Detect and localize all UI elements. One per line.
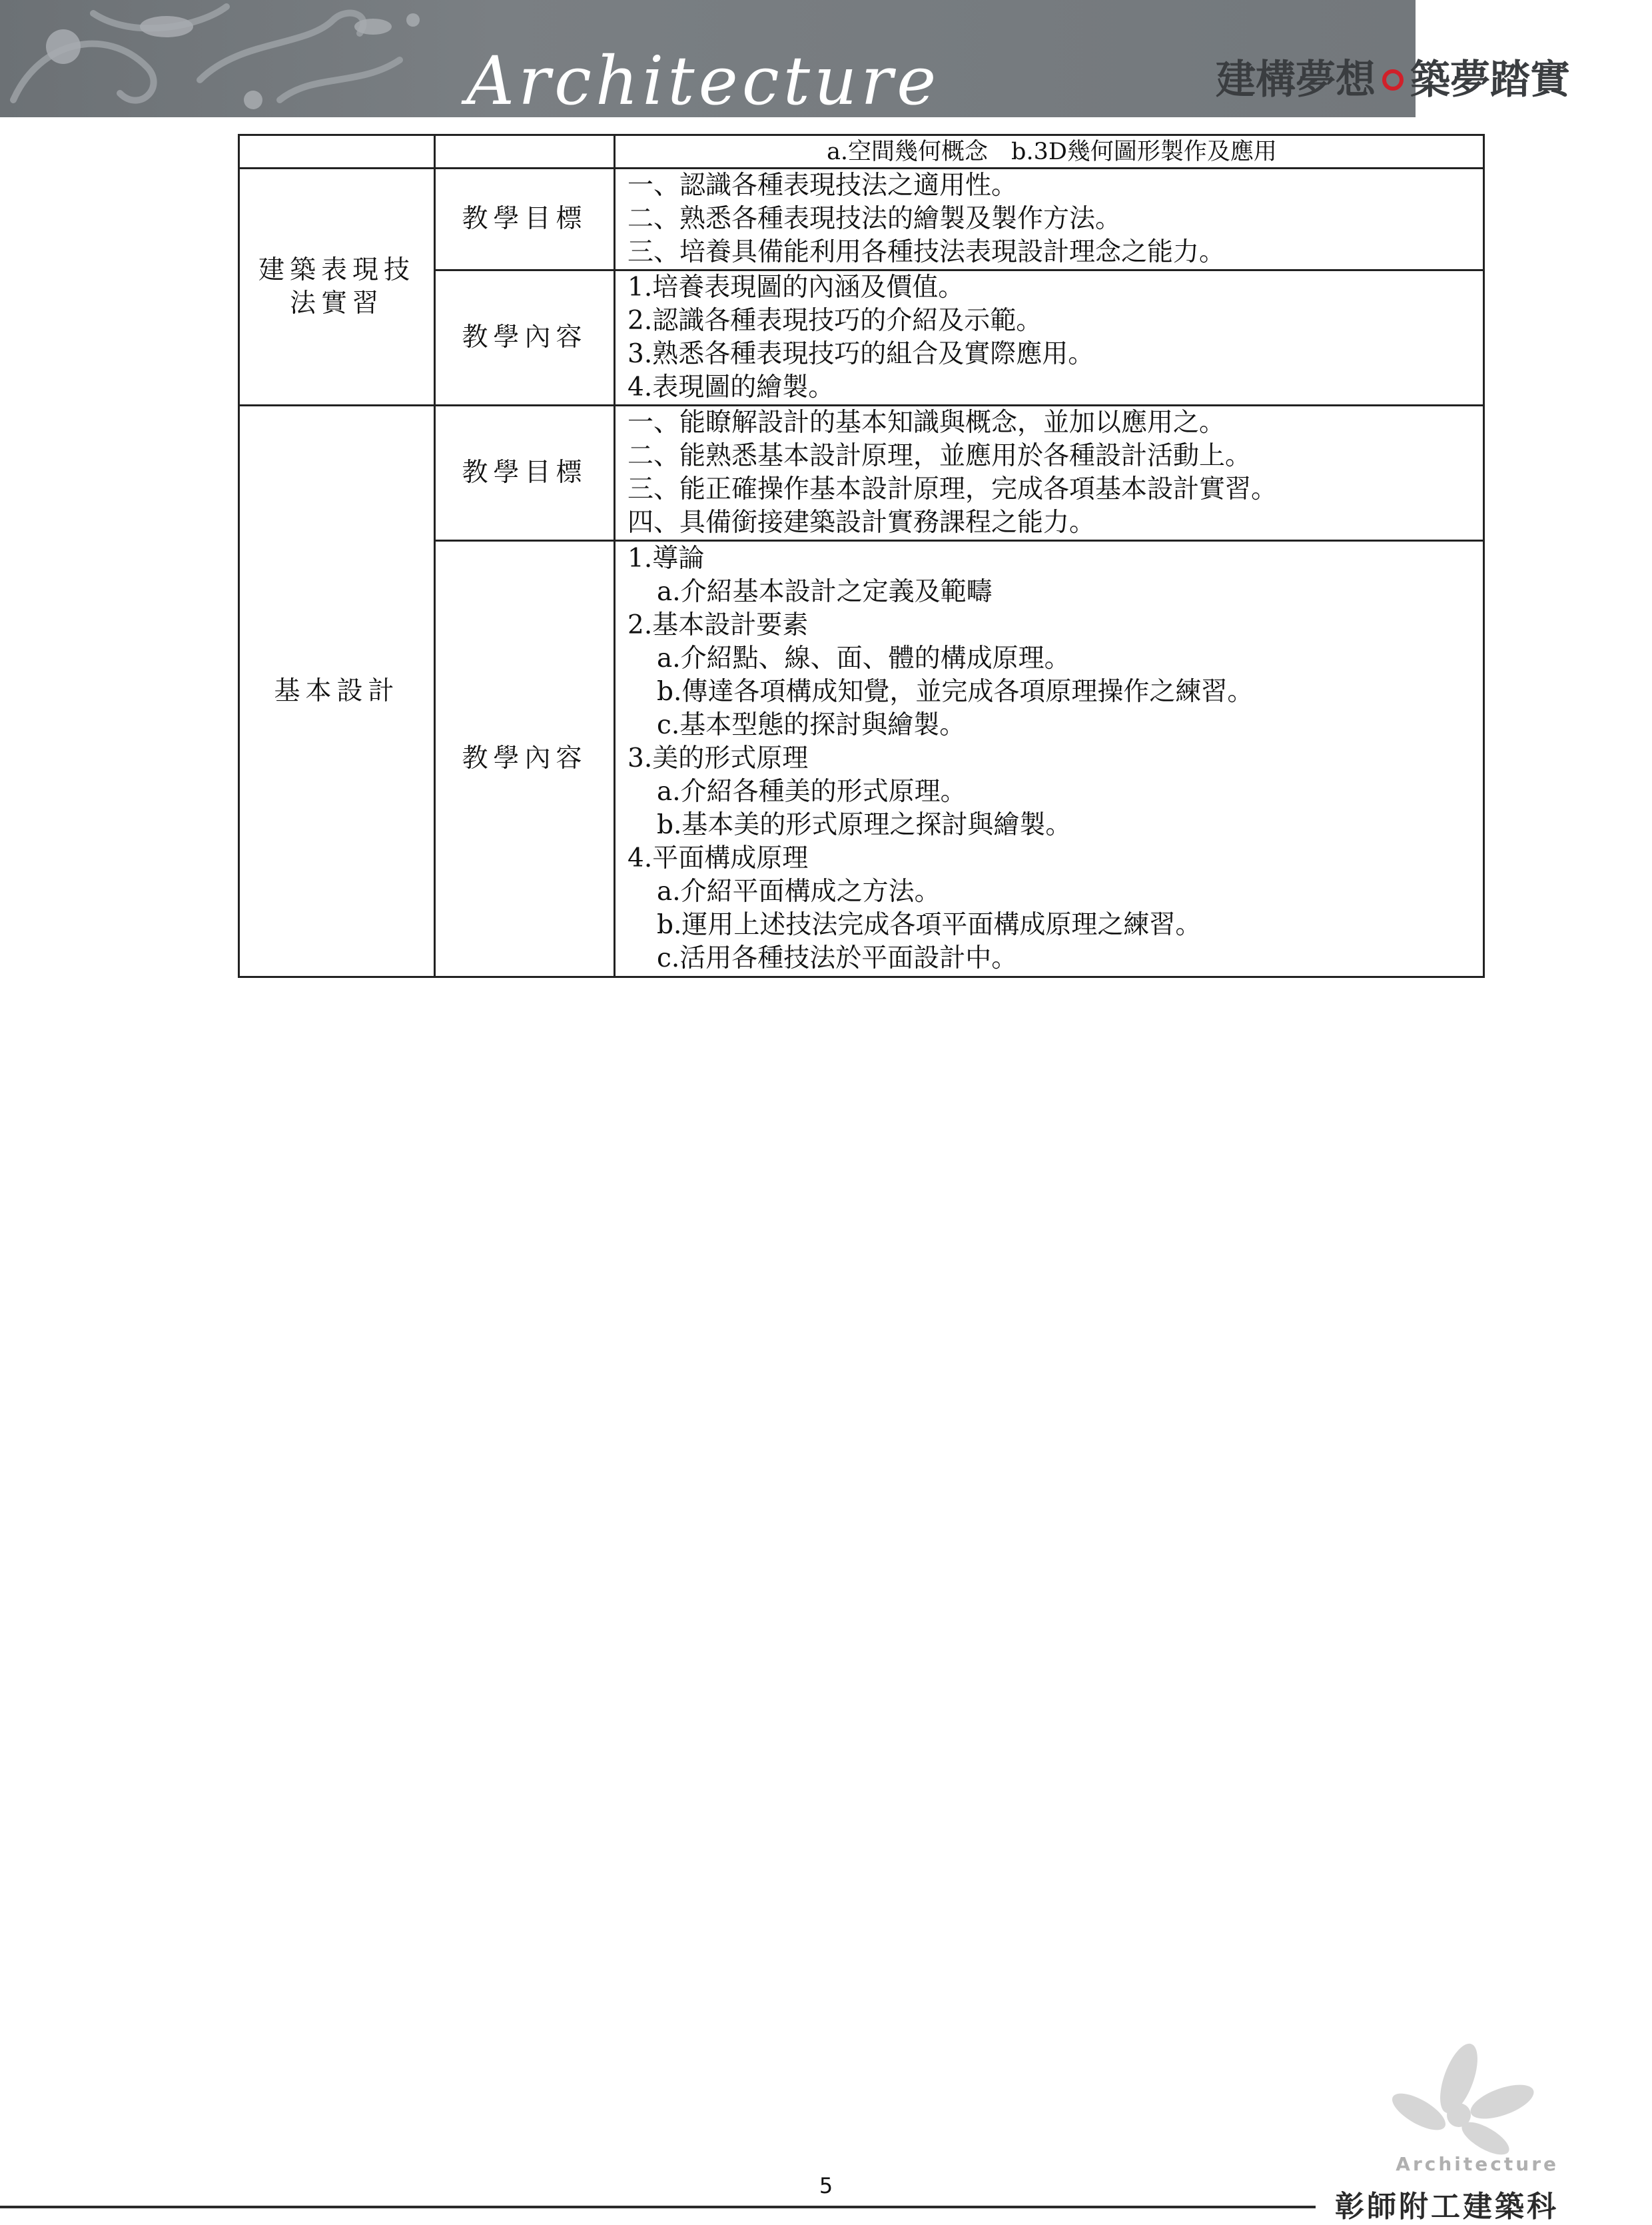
content-line: 二、熟悉各種表現技法的繪製及製作方法。 <box>627 204 1122 234</box>
content-line: 四、具備銜接建築設計實務課程之能力。 <box>627 508 1096 538</box>
table-row <box>239 135 1484 169</box>
floral-ornament-icon <box>1359 2038 1559 2158</box>
content-line: 三、能正確操作基本設計原理，完成各項基本設計實習。 <box>627 474 1278 504</box>
content-line: 1.導論 <box>627 544 705 574</box>
content-subline: b.運用上述技法完成各項平面構成原理之練習。 <box>657 910 1202 940</box>
footer-department: 彰師附工建築科 <box>1335 2190 1559 2224</box>
content-subline: a.介紹基本設計之定義及範疇 <box>657 577 993 607</box>
content-line: 3.熟悉各種表現技巧的組合及實際應用。 <box>627 339 1094 369</box>
table-cell-continuation: a.空間幾何概念 b.3D幾何圖形製作及應用 <box>615 135 1484 169</box>
content-line: 4.平面構成原理 <box>627 843 809 873</box>
footer-rule <box>0 2206 1316 2208</box>
course-name-line: 法實習 <box>289 288 384 318</box>
section-label-cell <box>435 270 615 406</box>
content-subline: b.基本美的形式原理之探討與繪製。 <box>657 810 1072 840</box>
content-line: 一、認識各種表現技法之適用性。 <box>627 171 1018 201</box>
content-line: 3.美的形式原理 <box>627 743 809 773</box>
content-subline: a.介紹點、線、面、體的構成原理。 <box>657 644 1070 673</box>
section-label: 教學目標 <box>462 204 588 234</box>
content-line: 二、能熟悉基本設計原理，並應用於各種設計活動上。 <box>627 441 1252 471</box>
content-subline: c.基本型態的探討與繪製。 <box>657 710 966 740</box>
course-name-line: 建築表現技 <box>258 254 415 285</box>
table-row <box>239 406 1484 541</box>
header-title: Architecture <box>466 42 941 117</box>
section-label: 教學目標 <box>462 458 588 488</box>
header-slogan <box>1216 57 1570 103</box>
course-table <box>238 134 1485 978</box>
section-label: 教學內容 <box>462 743 588 773</box>
section-content-cell <box>615 169 1484 270</box>
header-banner <box>0 0 1416 117</box>
content-line: 2.基本設計要素 <box>627 610 809 640</box>
content-subline: b.傳達各項構成知覺，並完成各項原理操作之練習。 <box>657 677 1254 707</box>
section-label-cell <box>435 541 615 977</box>
section-label-cell <box>435 169 615 270</box>
slogan-right: 築夢踏實 <box>1410 57 1570 103</box>
content-subline: c.活用各種技法於平面設計中。 <box>657 943 1018 973</box>
table-cell-empty <box>435 135 615 169</box>
footer-brand: Architecture <box>1396 2153 1559 2175</box>
content-line: 三、培養具備能利用各種技法表現設計理念之能力。 <box>627 237 1226 267</box>
floral-ornament-icon <box>0 0 453 117</box>
slogan-circle-icon <box>1382 69 1404 91</box>
page-number: 5 <box>819 2173 833 2198</box>
table-row <box>239 169 1484 270</box>
table-cell-empty <box>239 135 435 169</box>
course-name-line: 基本設計 <box>274 675 400 706</box>
content-line: 2.認識各種表現技巧的介紹及示範。 <box>627 306 1042 336</box>
content-subline: a.介紹平面構成之方法。 <box>657 877 941 907</box>
course-name-cell <box>239 406 435 977</box>
section-content-cell <box>615 270 1484 406</box>
course-name-cell <box>239 169 435 406</box>
slogan-left: 建構夢想 <box>1216 57 1376 103</box>
content-line: 4.表現圖的繪製。 <box>627 372 835 402</box>
section-content-cell <box>615 406 1484 541</box>
content-subline: a.介紹各種美的形式原理。 <box>657 777 967 807</box>
section-content-cell <box>615 541 1484 977</box>
content-line: 1.培養表現圖的內涵及價值。 <box>627 272 965 302</box>
section-label: 教學內容 <box>462 322 588 352</box>
section-label-cell <box>435 406 615 541</box>
content-line: 一、能瞭解設計的基本知識與概念，並加以應用之。 <box>627 408 1226 438</box>
